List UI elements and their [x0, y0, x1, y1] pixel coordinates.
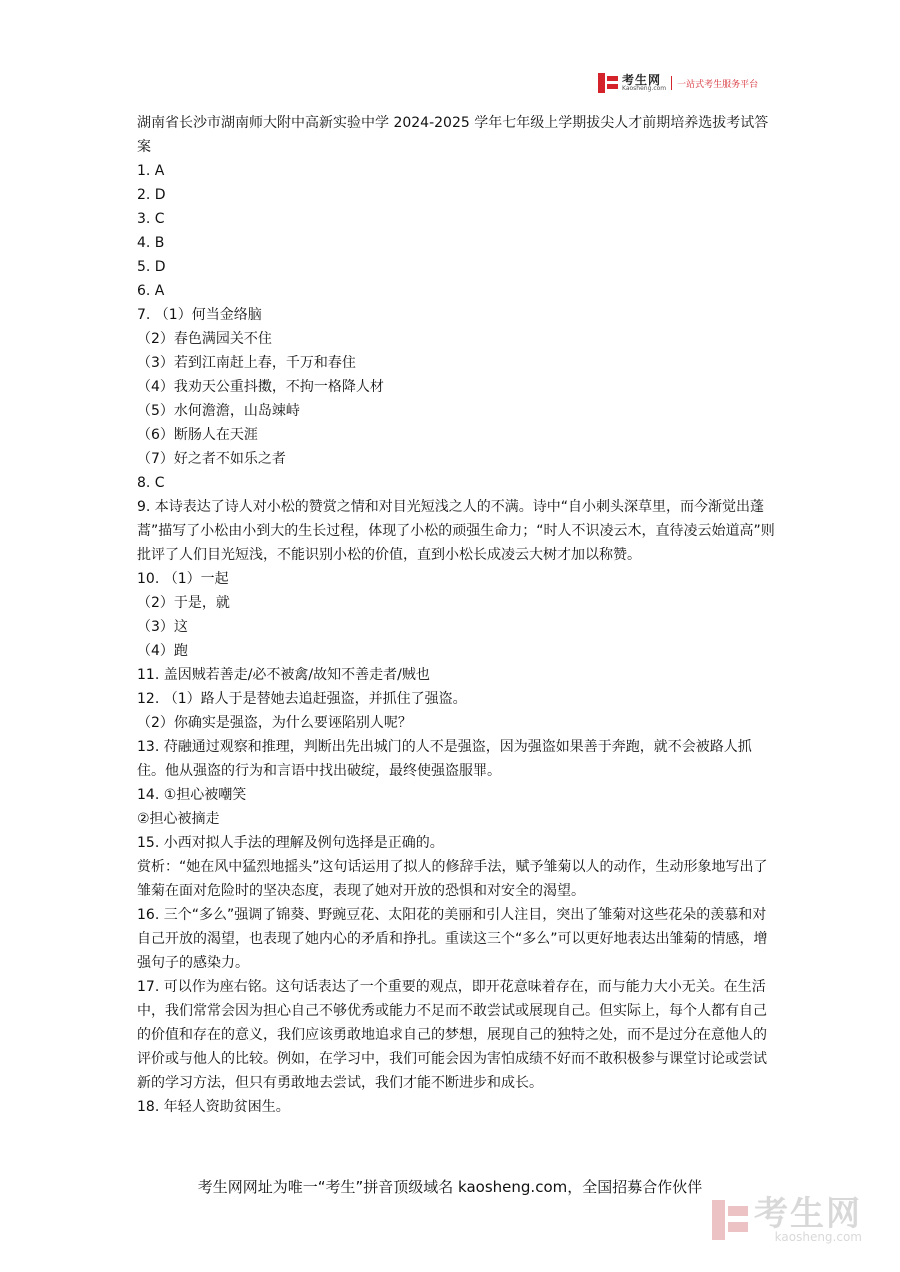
logo-text: [622, 74, 666, 92]
answer-line: 1. A: [137, 163, 165, 179]
kaosheng-watermark-icon: [712, 1200, 748, 1240]
answer-line: （3）这: [137, 619, 188, 635]
answer-line: 15. 小西对拟人手法的理解及例句选择是正确的。: [137, 835, 444, 851]
answer-line: 17. 可以作为座右铭。这句话表达了一个重要的观点，即开花意味着存在，而与能力大小无关。在生活中，我们常常会因为担心自己不够优秀或能力不足而不敢尝试或展现自己。但实际上，每个人都有自己的价值和存在的意义，我们应该勇敢地追求自己的梦想，展现自己的独特之处，而不是过分在意他人的评价或与他人的比较。例如，在学习中，我们可能会因为害怕成绩不好而不敢积极参与课堂讨论或尝试新的学习方法，但只有勇敢地去尝试，我们才能不断进步和成长。: [137, 979, 767, 1091]
answer-line: （4）我劝天公重抖擞，不拘一格降人材: [137, 379, 384, 395]
logo-divider: [671, 76, 672, 90]
answer-line: 10. （1）一起: [137, 571, 229, 587]
answer-line: （5）水何澹澹，山岛竦峙: [137, 403, 300, 419]
answer-line: 6. A: [137, 283, 165, 299]
answer-line: 16. 三个“多么”强调了锦葵、野豌豆花、太阳花的美丽和引人注目，突出了雏菊对这些花朵的羡慕和对自己开放的渴望，也表现了她内心的矛盾和挣扎。重读这三个“多么”可以更好地表达出雏菊的情感，增强句子的感染力。: [137, 907, 768, 971]
answer-line: （7）好之者不如乐之者: [137, 451, 286, 467]
header-logo: [598, 72, 758, 94]
answer-line: 13. 苻融通过观察和推理，判断出先出城门的人不是强盗，因为强盗如果善于奔跑，就不会被路人抓住。他从强盗的行为和言语中找出破绽，最终使强盗服罪。: [137, 739, 752, 779]
answer-line: 11. 盖因贼若善走/必不被禽/故知不善走者/贼也: [137, 667, 430, 683]
page-footer: 考生网网址为唯一“考生”拼音顶级域名 kaosheng.com，全国招募合作伙伴: [197, 1178, 703, 1196]
answer-line: 9. 本诗表达了诗人对小松的赞赏之情和对目光短浅之人的不满。诗中“自小刺头深草里，而今渐觉出蓬蒿”描写了小松由小到大的生长过程，体现了小松的顽强生命力；“时人不识凌云木，直待凌云始道高”则批评了人们目光短浅，不能识别小松的价值，直到小松长成凌云大树才加以称赞。: [137, 499, 775, 563]
document-title: 湖南省长沙市湖南师大附中高新实验中学 2024-2025 学年七年级上学期拔尖人才前期培养选拔考试答案: [137, 115, 769, 155]
logo-slogan: 一站式考生服务平台: [677, 79, 759, 90]
answer-line: 3. C: [137, 211, 165, 227]
answer-line: 5. D: [137, 259, 166, 275]
answer-line: 赏析：“她在风中猛烈地摇头”这句话运用了拟人的修辞手法，赋予雏菊以人的动作，生动形象地写出了雏菊在面对危险时的坚决态度，表现了她对开放的恐惧和对安全的渴望。: [137, 859, 768, 899]
watermark-name: 考生网: [754, 1194, 862, 1234]
answer-line: 4. B: [137, 235, 165, 251]
answer-line: 12. （1）路人于是替她去追赶强盗，并抓住了强盗。: [137, 691, 467, 707]
watermark-domain: kaosheng.com: [774, 1230, 862, 1244]
answer-line: 7. （1）何当金络脑: [137, 307, 262, 323]
logo-name: 考生网: [622, 73, 662, 87]
answer-line: （2）春色满园关不住: [137, 331, 272, 347]
answer-document: [137, 111, 777, 1119]
answer-line: 2. D: [137, 187, 166, 203]
watermark: [712, 1196, 862, 1244]
answer-line: （2）于是，就: [137, 595, 230, 611]
watermark-text: [754, 1194, 862, 1244]
answer-line: 14. ①担心被嘲笑: [137, 787, 247, 803]
answer-line: （3）若到江南赶上春，千万和春住: [137, 355, 356, 371]
answer-line: （2）你确实是强盗，为什么要诬陷别人呢？: [137, 715, 412, 731]
answer-line: （6）断肠人在天涯: [137, 427, 258, 443]
answer-line: 8. C: [137, 475, 165, 491]
answer-line: （4）跑: [137, 643, 188, 659]
answer-line: ②担心被摘走: [137, 811, 220, 827]
logo-domain: Kaosheng.com: [622, 85, 667, 92]
answer-line: 18. 年轻人资助贫困生。: [137, 1099, 290, 1115]
kaosheng-logo-icon: [598, 73, 618, 93]
